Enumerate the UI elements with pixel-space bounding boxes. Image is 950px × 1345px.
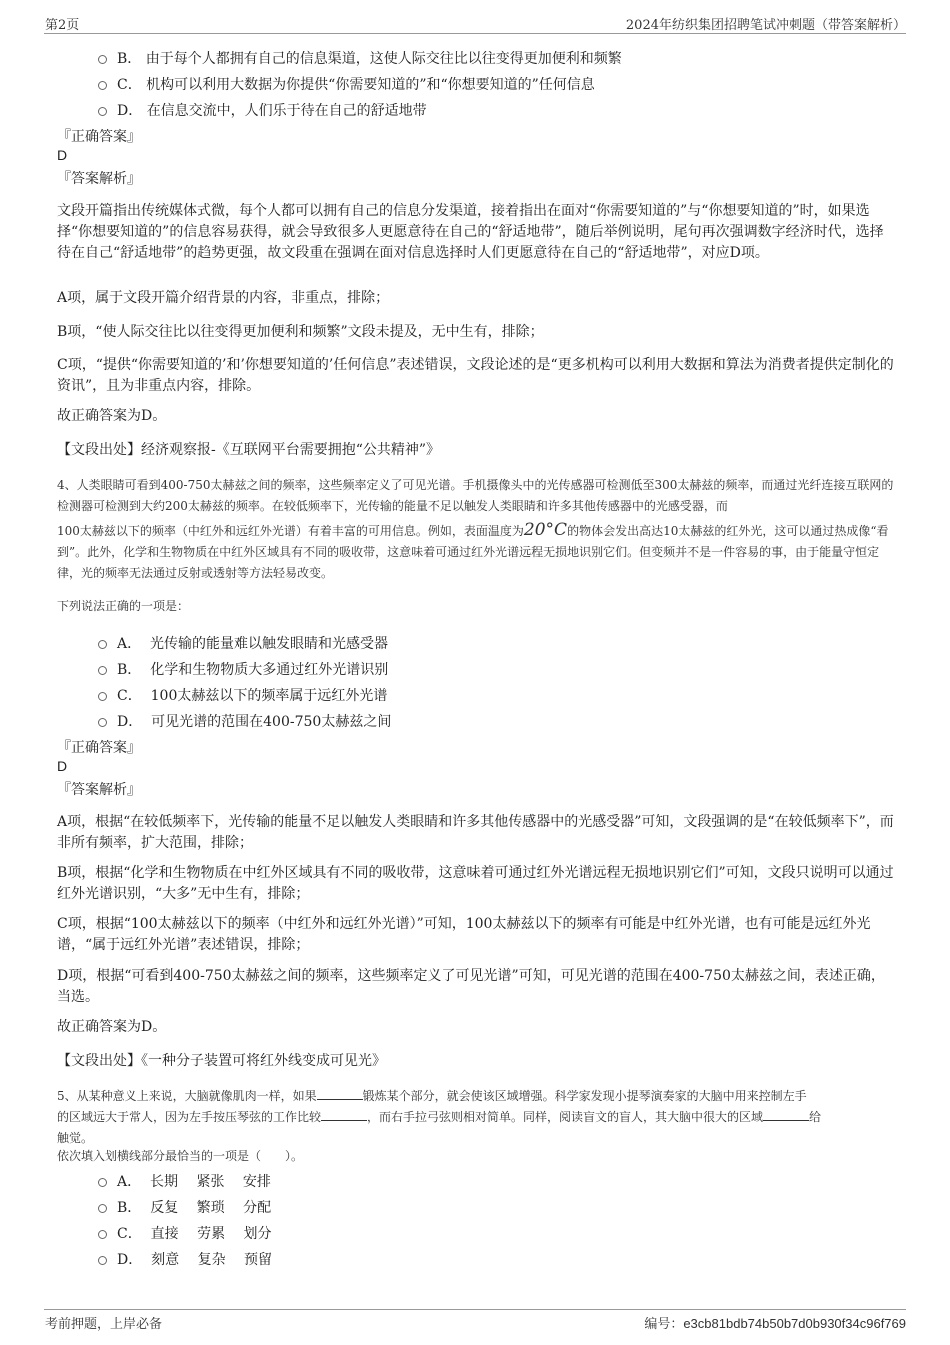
q4-analysis-d: D项，根据“可看到400-750太赫兹之间的频率，这些频率定义了可见光谱”可知，可见光谱的范围在400-750太赫兹之间，表述正确，当选。 — [57, 968, 885, 1005]
document-title: 2024年纺织集团招聘笔试冲刺题（带答案解析） — [625, 18, 906, 33]
q5-option-d[interactable]: D． 刻意 复杂 预留 — [98, 1249, 272, 1269]
page-number: 第2页 — [45, 18, 80, 33]
document-code: 编号：e3cb81bdb74b50b7d0b930f34c96f769 — [644, 1316, 906, 1332]
radio-icon[interactable] — [98, 1230, 107, 1239]
q5-question: 依次填入划横线部分最恰当的一项是（ ）。 — [57, 1149, 304, 1163]
q5-option-b[interactable]: B． 反复 繁琐 分配 — [98, 1197, 271, 1217]
blank-3[interactable] — [763, 1108, 809, 1121]
q4-conclusion: 故正确答案为D。 — [57, 1019, 167, 1035]
q3-correct-answer: D — [57, 147, 68, 163]
q3-analysis-a: A项，属于文段开篇介绍背景的内容，非重点，排除； — [57, 290, 390, 306]
q4-option-d[interactable]: D． 可见光谱的范围在400-750太赫兹之间 — [98, 711, 391, 731]
q3-analysis-b: B项，“使人际交往比以往变得更加便利和频繁”文段未提及，无中生有，排除； — [57, 324, 544, 340]
q3-option-b[interactable]: B． 由于每个人都拥有自己的信息渠道，这使人际交往比以往变得更加便利和频繁 — [98, 48, 622, 68]
q5-option-c[interactable]: C． 直接 劳累 划分 — [98, 1223, 272, 1243]
q3-option-c[interactable]: C． 机构可以利用大数据为你提供“你需要知道的”和“你想要知道的”任何信息 — [98, 74, 595, 94]
q4-source: 【文段出处】《一种分子装置可将红外线变成可见光》 — [57, 1053, 386, 1069]
q3-source: 【文段出处】经济观察报-《互联网平台需要拥抱“公共精神”》 — [57, 442, 441, 458]
radio-icon[interactable] — [98, 640, 107, 649]
q4-stem-part2: 100太赫兹以下的频率（中红外和远红外光谱）有着丰富的可用信息。例如，表面温度为20°C的物体会发出高达10太赫兹的红外光，这可以通过热成像“看到”。此外，化学和生物物质在中红外区域具有不同的吸收带，这意味着可通过红外光谱远程无损地识别它们。但变频并不是一件容易的事，由于能量守恒定律，光的频率无法通过反射或透射等方法轻易改变。 — [57, 520, 889, 580]
q3-analysis-label: 『答案解析』 — [57, 171, 141, 187]
q3-option-d[interactable]: D． 在信息交流中，人们乐于待在自己的舒适地带 — [98, 100, 427, 120]
radio-icon[interactable] — [98, 81, 107, 90]
q3-analysis-c: C项，“提供“你需要知道的’和’你想要知道的’任何信息”表述错误，文段论述的是“更多机构可以利用大数据和算法为消费者提供定制化的资讯”，且为非重点内容，排除。 — [57, 357, 894, 394]
q3-conclusion: 故正确答案为D。 — [57, 408, 167, 424]
radio-icon[interactable] — [98, 1178, 107, 1187]
q3-analysis-summary: 文段开篇指出传统媒体式微，每个人都可以拥有自己的信息分发渠道，接着指出在面对“你需要知道的”与“你想要知道的”时，如果选择“你想要知道的”的信息容易获得，就会导致很多人更愿意待在自己的“舒适地带”，随后举例说明，尾句再次强调数字经济时代，选择待在自己“舒适地带”的趋势更强，故文段重在强调在面对信息选择时人们更愿意待在自己的“舒适地带”，对应D项。 — [57, 203, 884, 261]
radio-icon[interactable] — [98, 55, 107, 64]
q4-stem-part1: 4、人类眼睛可看到400-750太赫兹之间的频率，这些频率定义了可见光谱。手机摄像头中的光传感器可检测低至300太赫兹的频率，而通过光纤连接互联网的检测器可检测到大约200太赫兹的频率。在较低频率下，光传输的能量不足以触发人类眼睛和许多其他传感器中的光感受器，而 — [57, 478, 894, 513]
q5-option-a[interactable]: A． 长期 紧张 安排 — [98, 1171, 271, 1191]
q4-analysis-label: 『答案解析』 — [57, 782, 141, 798]
radio-icon[interactable] — [98, 1204, 107, 1213]
q4-question: 下列说法正确的一项是： — [57, 599, 190, 613]
q4-correct-label: 『正确答案』 — [57, 740, 141, 756]
q4-analysis-a: A项，根据“在较低频率下，光传输的能量不足以触发人类眼睛和许多其他传感器中的光感受器”可知，文段强调的是“在较低频率下”，而非所有频率，扩大范围，排除； — [57, 814, 894, 851]
q4-option-b[interactable]: B． 化学和生物物质大多通过红外光谱识别 — [98, 659, 388, 679]
q4-analysis-b: B项，根据“化学和生物物质在中红外区域具有不同的吸收带，这意味着可通过红外光谱远程无损地识别它们”可知，文段只说明可以通过红外光谱识别，“大多”无中生有，排除； — [57, 865, 894, 902]
q4-correct-answer: D — [57, 758, 68, 774]
header-divider — [44, 33, 906, 34]
blank-1[interactable] — [317, 1087, 363, 1100]
radio-icon[interactable] — [98, 107, 107, 116]
footer-slogan: 考前押题，上岸必备 — [45, 1317, 163, 1332]
q3-correct-label: 『正确答案』 — [57, 129, 141, 145]
q4-analysis-c: C项，根据“100太赫兹以下的频率（中红外和远红外光谱）”可知，100太赫兹以下的频率有可能是中红外光谱，也有可能是远红外光谱，“属于远红外光谱”表述错误，排除； — [57, 916, 871, 953]
q5-stem: 5、从某种意义上来说，大脑就像肌肉一样，如果 锻炼某个部分，就会使该区域增强。科学家发现小提琴演奏家的大脑中用来控制左手 的区域远大于常人，因为左手按压琴弦的工作比较 ，而右手拉弓弦则相对简单。同样，阅读盲文的盲人，其大脑中很大的区域 给 触觉。 — [57, 1089, 822, 1145]
radio-icon[interactable] — [98, 1256, 107, 1265]
radio-icon[interactable] — [98, 692, 107, 701]
temperature-formula: 20°C — [523, 520, 568, 540]
radio-icon[interactable] — [98, 718, 107, 727]
q4-option-c[interactable]: C． 100太赫兹以下的频率属于远红外光谱 — [98, 685, 387, 705]
footer-divider — [44, 1309, 906, 1310]
q4-option-a[interactable]: A． 光传输的能量难以触发眼睛和光感受器 — [98, 633, 388, 653]
radio-icon[interactable] — [98, 666, 107, 675]
blank-2[interactable] — [321, 1108, 367, 1121]
